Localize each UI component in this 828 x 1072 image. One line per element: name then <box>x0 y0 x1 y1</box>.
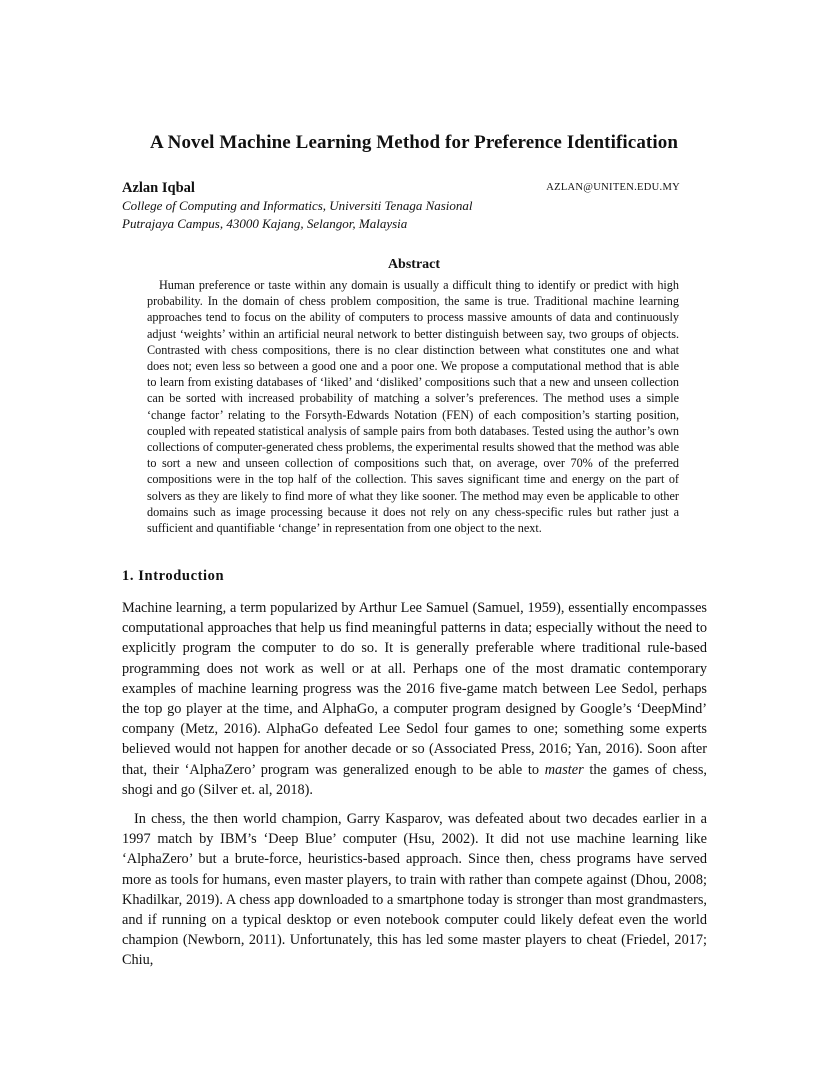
abstract-heading: Abstract <box>387 257 441 272</box>
paragraph-1-text-b: the games of chess, shogi and go (Silver et. al, 2018). <box>122 761 707 798</box>
paragraph-1-emphasis: master <box>544 761 584 778</box>
author-email: AZLAN@UNITEN.EDU.MY <box>546 182 680 193</box>
introduction-paragraph-1 <box>122 598 707 800</box>
paragraph-1-text-a: Machine learning, a term popularized by Arthur Lee Samuel (Samuel, 1959), essentially encompasses computational approaches that help us find meaningful patterns in data; especially without the need to explicitly program the computer to do so. It is generally preferable where traditional rule-based programming does not work as well or at all. Perhaps one of the most dramatic contemporary examples of machine learning progress was the 2016 five-game match between Lee Sedol, perhaps the top go player at the time, and AlphaGo, a computer program designed by Google’s ‘DeepMind’ company (Metz, 2016). AlphaGo defeated Lee Sedol four games to one; something some experts believed would not happen for another decade or so (Associated Press, 2016; Yan, 2016). Soon after that, their ‘AlphaZero’ program was generalized enough to be able to <box>122 600 707 778</box>
paper-title: A Novel Machine Learning Method for Preference Identification <box>150 132 678 153</box>
author-affiliation-line-1: College of Computing and Informatics, Universiti Tenaga Nasional <box>122 198 473 213</box>
abstract-text: Human preference or taste within any domain is usually a difficult thing to identify or predict with high probability. In the domain of chess problem composition, the same is true. Traditional machine learning approaches tend to focus on the ability of computers to process massive amounts of data and continuously adjust ‘weights’ within an artificial neural network to better distinguish between say, two groups of objects. Contrasted with chess compositions, there is no clear distinction between what constitutes one and what does not; even less so between a good one and a poor one. We propose a computational method that is able to learn from existing databases of ‘liked’ and ‘disliked’ compositions such that a new and unseen collection can be sorted with increased probability of matching a solver’s preferences. The method uses a simple ‘change factor’ relating to the Forsyth-Edwards Notation (FEN) of each composition’s starting position, coupled with repeated statistical analysis of sample pairs from both databases. Tested using the author’s own collections of computer-generated chess problems, the experimental results showed that the method was able to sort a new and unseen collection of compositions such that, on average, over 70% of the preferred compositions were in the top half of the collection. This saves significant time and energy on the part of solvers as they are likely to find more of what they like sooner. The method may even be applicable to other domains such as image processing because it does not rely on any chess-specific rules but rather just a sufficient and quantifiable ‘change’ in representation from one object to the next. <box>147 278 679 536</box>
introduction-body <box>122 598 707 980</box>
author-affiliation-line-2: Putrajaya Campus, 43000 Kajang, Selangor, Malaysia <box>122 216 408 231</box>
author-name: Azlan Iqbal <box>122 180 195 196</box>
author-block <box>122 180 680 233</box>
introduction-paragraph-2: In chess, the then world champion, Garry Kasparov, was defeated about two decades earlier in a 1997 match by IBM’s ‘Deep Blue’ computer (Hsu, 2002). It did not use machine learning like ‘AlphaZero’ but a brute-force, heuristics-based approach. Since then, chess programs have served more as tools for humans, even master players, to train with rather than compete against (Dhou, 2008; Khadilkar, 2019). A chess app downloaded to a smartphone today is stronger than most grandmasters, and if running on a typical desktop or even notebook computer could likely defeat even the world champion (Newborn, 2011). Unfortunately, this has led some master players to cheat (Friedel, 2017; Chiu, <box>122 811 707 969</box>
section-heading-introduction: 1. Introduction <box>122 568 225 584</box>
